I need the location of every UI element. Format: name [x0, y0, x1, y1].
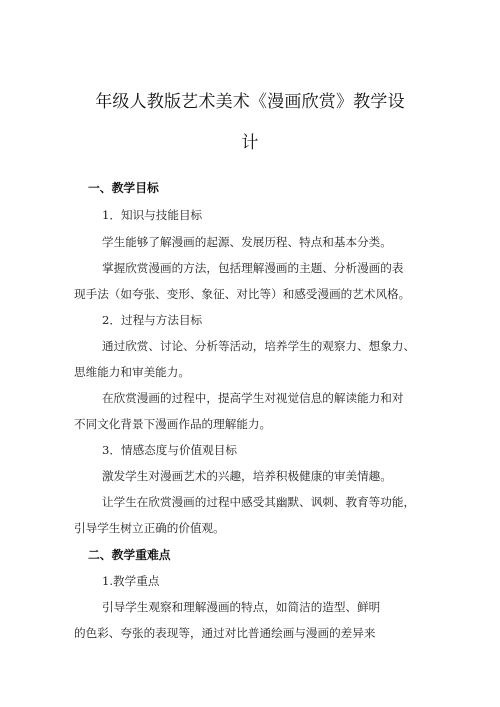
paragraph-line: 引导学生树立正确的价值观。 [74, 521, 225, 535]
paragraph-line: 现手法（如夸张、变形、象征、对比等）和感受漫画的艺术风格。 [74, 287, 411, 301]
section-heading-teaching-goals: 一、教学目标 [88, 181, 159, 195]
subheading-emotion-values: 3．情感态度与价值观目标 [102, 443, 237, 457]
paragraph-line: 通过欣赏、讨论、分析等活动，培养学生的观察力、想象力、 [102, 339, 416, 353]
subheading-knowledge-skills: 1．知识与技能目标 [102, 208, 203, 222]
paragraph-line: 思维能力和审美能力。 [74, 365, 190, 379]
paragraph-line: 在欣赏漫画的过程中，提高学生对视觉信息的解读能力和对 [102, 391, 404, 405]
paragraph-line: 掌握欣赏漫画的方法，包括理解漫画的主题、分析漫画的表 [102, 261, 404, 275]
paragraph-line: 不同文化背景下漫画作品的理解能力。 [74, 417, 272, 431]
paragraph-line: 引导学生观察和理解漫画的特点，如简洁的造型、鲜明 [102, 600, 381, 614]
paragraph-line: 让学生在欣赏漫画的过程中感受其幽默、讽刺、教育等功能， [102, 495, 416, 509]
subheading-teaching-focus: 1.教学重点 [102, 574, 160, 588]
paragraph-line: 学生能够了解漫画的起源、发展历程、特点和基本分类。 [102, 235, 392, 249]
subheading-process-methods: 2．过程与方法目标 [102, 313, 203, 327]
paragraph-line: 的色彩、夸张的表现等，通过对比普通绘画与漫画的差异来 [74, 626, 376, 640]
document-title: 年级人教版艺术美术《漫画欣赏》教学设 [95, 92, 405, 112]
section-heading-key-difficult-points: 二、教学重难点 [88, 548, 171, 562]
paragraph-line: 激发学生对漫画艺术的兴趣，培养积极健康的审美情趣。 [102, 469, 392, 483]
document-title-continued: 计 [241, 133, 259, 153]
